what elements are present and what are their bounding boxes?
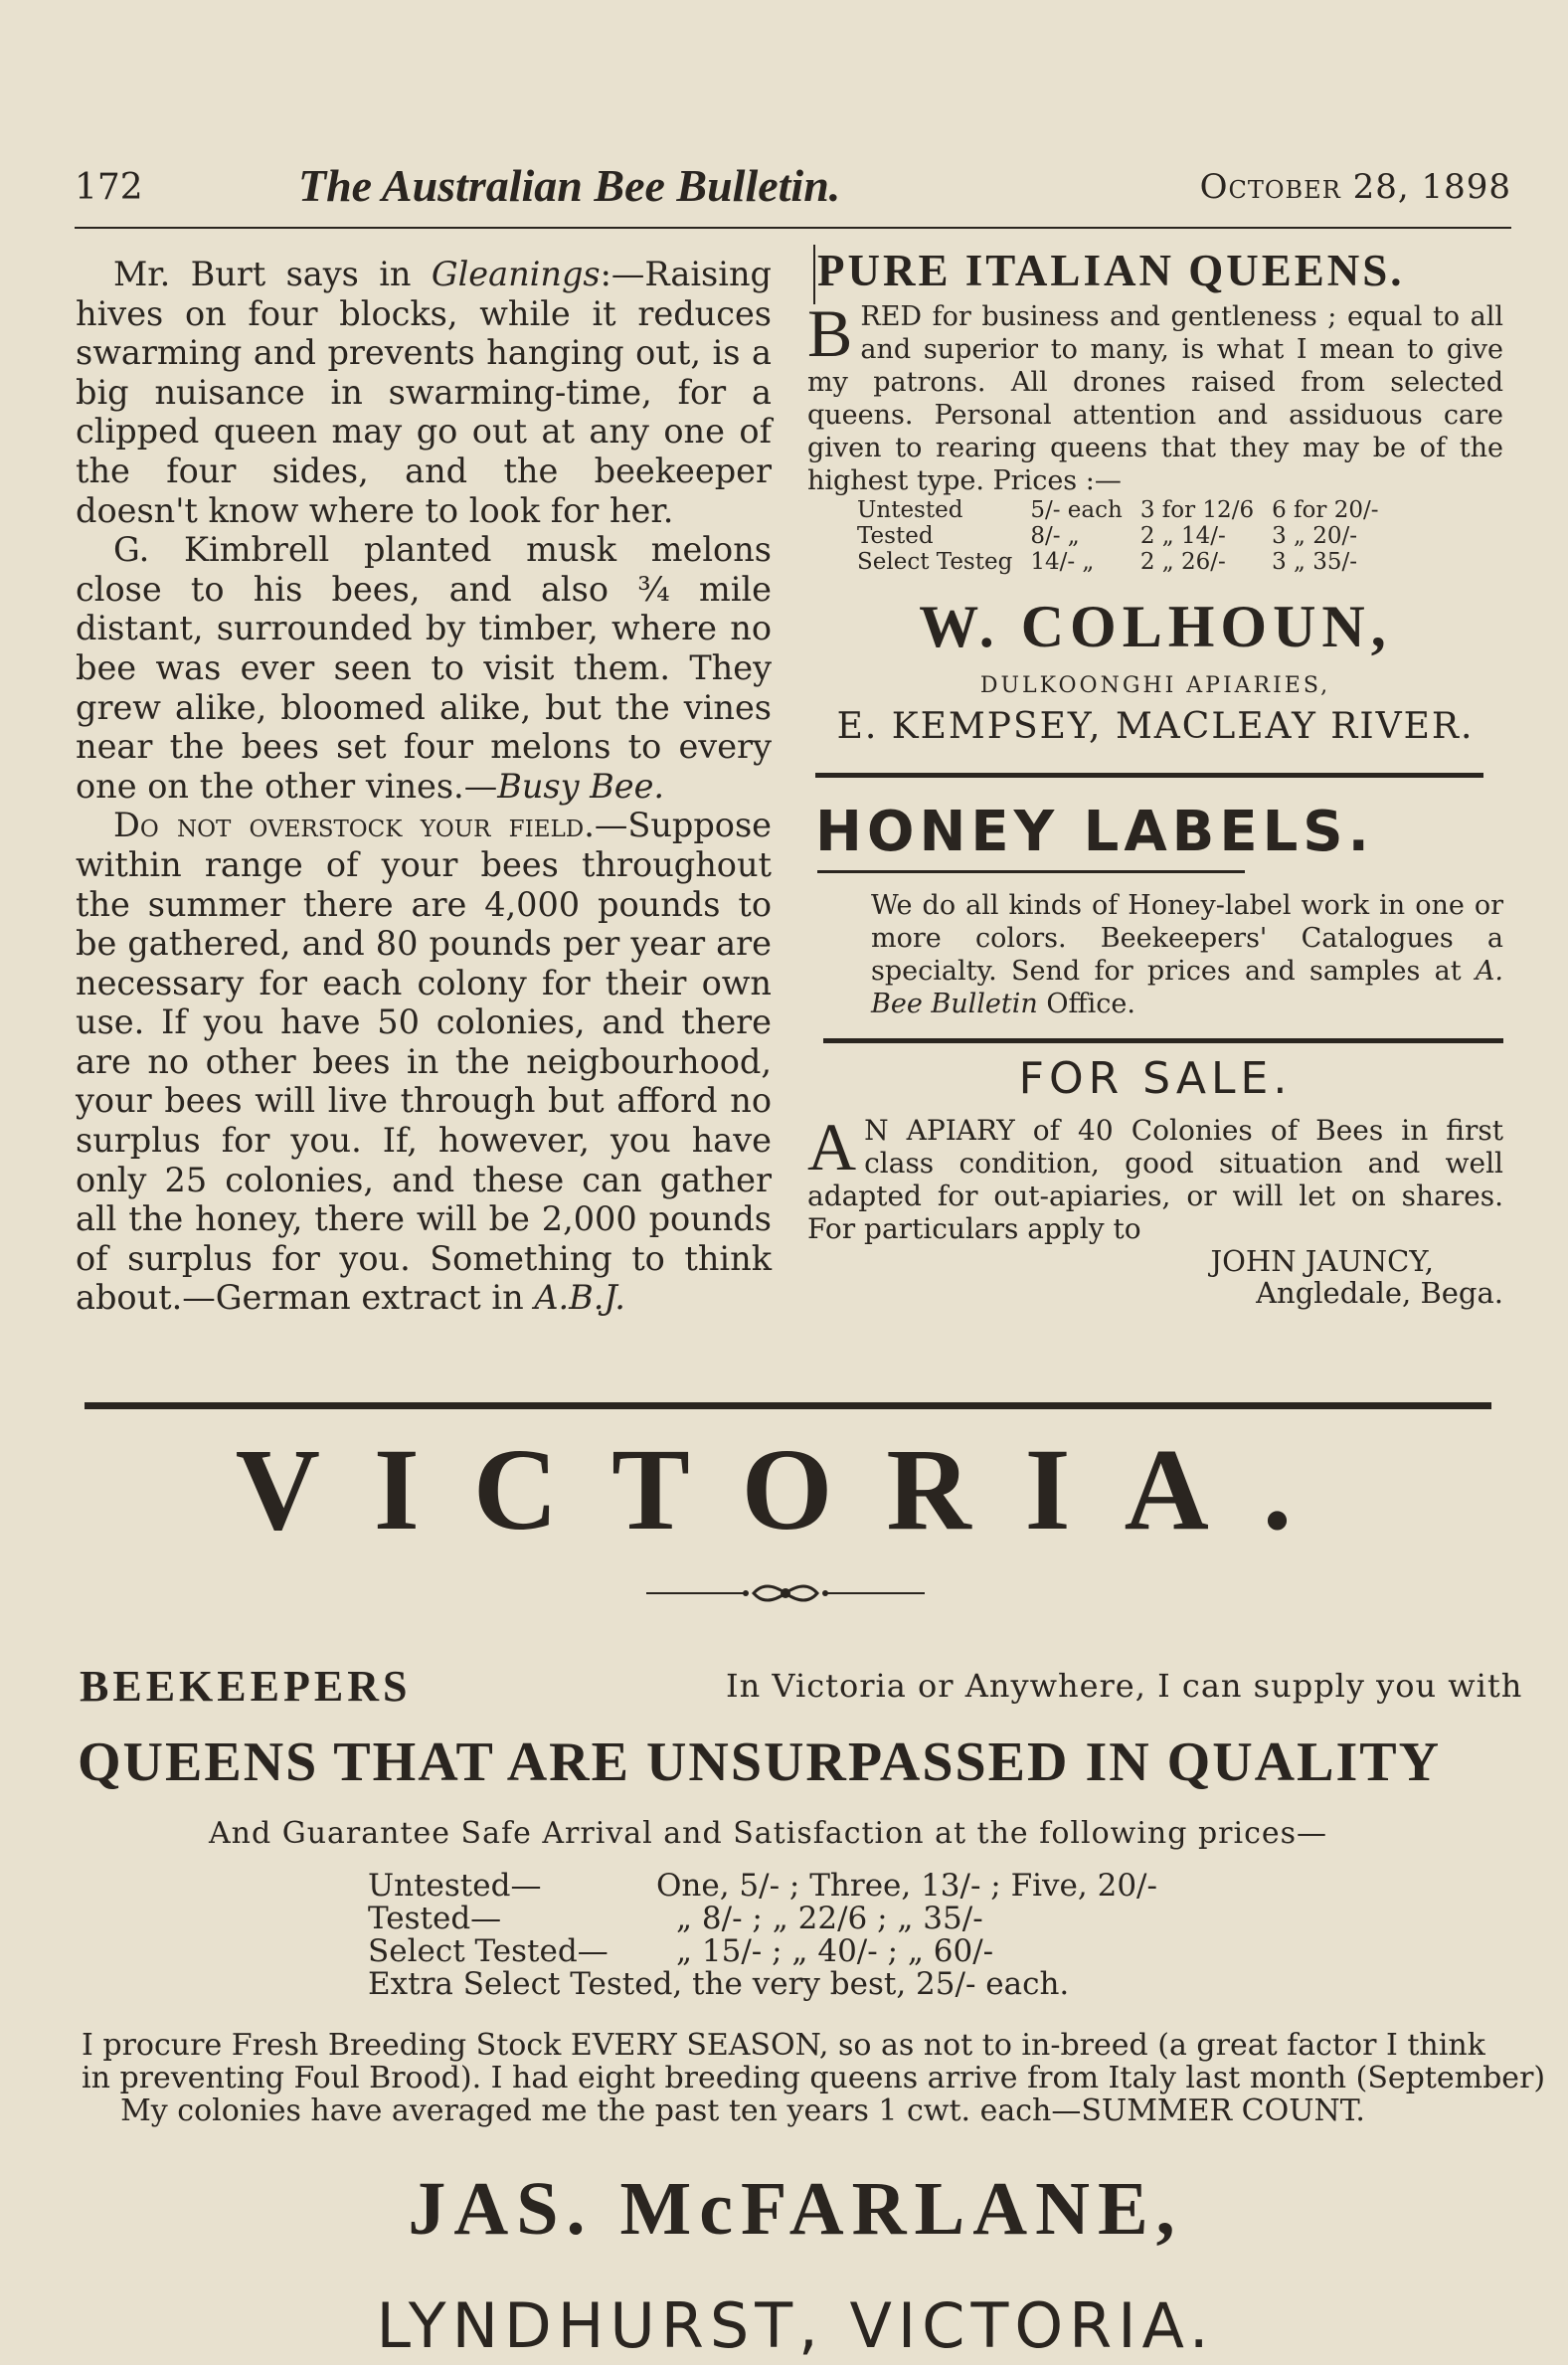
price-row: Select Testeg 14/- „ 2 „ 26/- 3 „ 35/- — [857, 549, 1358, 575]
page-header — [75, 159, 1511, 219]
honey-labels-text: We do all kinds of Honey-label work in one or more colors. Beekeepers' Catalogues a specialty. Send for prices and samples at A. Bee Bulletin Office. — [871, 890, 1503, 1019]
page-number: 172 — [75, 167, 143, 208]
beekeepers-heading: BEEKEEPERS — [80, 1662, 412, 1711]
heading-underline — [817, 870, 1245, 873]
victoria-title: VICTORIA. — [235, 1424, 1346, 1554]
ad-separator — [823, 1038, 1503, 1043]
for-sale-signature: JOHN JAUNCY, Angledale, Bega. — [1210, 1244, 1503, 1310]
paragraph-overstock: Do not overstock your field.—Suppose within range of your bees throughout the summer there are 4,000 pounds to be gathered, and 80 pounds per year are necessary for each colony for their own use. If you have 50 colonies, and there are no other bees in the neigbourhood, your bees will live through but afford no surplus for you. If, however, you have only 25 colonies, and these can gather all the honey, there will be 2,000 pounds of surplus for you. Something to think about.—German extract in A.B.J. — [76, 806, 772, 1318]
ad-for-sale — [807, 1053, 1503, 1309]
dropcap-a: A — [807, 1109, 857, 1184]
ad-honey-labels — [807, 800, 1503, 1020]
honey-labels-heading: HONEY LABELS. — [815, 800, 1374, 864]
price-row: Select Tested— „ 15/- ; „ 40/- ; „ 60/- — [368, 1933, 994, 1969]
price-row: Extra Select Tested, the very best, 25/- each. — [368, 1966, 1070, 2002]
price-row: Tested— „ 8/- ; „ 22/6 ; „ 35/- — [368, 1901, 983, 1936]
guarantee-line: And Guarantee Safe Arrival and Satisfaction at the following prices— — [209, 1816, 1328, 1851]
section-rule — [85, 1402, 1491, 1409]
issue-date: October 28, 1898 — [1199, 167, 1511, 207]
ad-queens-text: RED for business and gentleness ; equal to all and superior to many, is what I mean to give my patrons. All drones raised from selected queens. Personal attention and assiduous care given to rearing queens that they may be of the highest type. Prices :— — [807, 301, 1503, 496]
dropcap-b: B — [807, 295, 853, 371]
ornament-divider — [646, 1573, 925, 1613]
queens-headline: QUEENS THAT ARE UNSURPASSED IN QUALITY — [78, 1731, 1442, 1793]
paragraph-burt: Mr. Burt says in Gleanings:—Raising hives on four blocks, while it reduces swarming and prevents hanging out, is a big nuisance in swarming-time, for a clipped queen may go out at any one of the four sides, and the beekeeper doesn't know where to look for her. — [76, 255, 772, 530]
queens-price-table — [857, 497, 1396, 575]
paragraph-kimbrell: G. Kimbrell planted musk melons close to his bees, and also ¾ mile distant, surrounded by timber, where no bee was ever seen to visit them. They grew alike, bloomed alike, but the vines near the bees set four melons to every one on the other vines.—Busy Bee. — [76, 530, 772, 806]
for-sale-text: N APIARY of 40 Colonies of Bees in first class condition, good situation and well adapted for out-apiaries, or will let on shares. For particulars apply to — [807, 1114, 1503, 1245]
seller-location: LYNDHURST, VICTORIA. — [376, 2289, 1215, 2362]
price-row: Untested 5/- each 3 for 12/6 6 for 20/- — [857, 497, 1379, 523]
ad-separator — [815, 773, 1483, 778]
ad-queens-location: E. KEMPSEY, MACLEAY RIVER. — [836, 706, 1475, 747]
beekeepers-tail: In Victoria or Anywhere, I can supply you with — [726, 1667, 1523, 1705]
procure-paragraph: I procure Fresh Breeding Stock EVERY SEASON, so as not to in-breed (a great factor I think in preventing Foul Brood). I had eight breeding queens arrive from Italy last month (September) My colonies have averaged me the past ten years 1 cwt. each—SUMMER COUNT. — [82, 2028, 1546, 2128]
right-column-ads — [807, 245, 1503, 1309]
ad-queens-seller: W. COLHOUN, — [919, 594, 1392, 659]
price-row: Tested 8/- „ 2 „ 14/- 3 „ 20/- — [857, 523, 1358, 549]
price-row: Untested— One, 5/- ; Three, 13/- ; Five, 20/- — [368, 1868, 1157, 1904]
seller-name: JAS. McFARLANE, — [408, 2167, 1183, 2251]
beekeepers-row — [80, 1661, 1523, 1717]
victoria-price-table — [368, 1870, 1157, 2001]
for-sale-heading: FOR SALE. — [1018, 1053, 1293, 1104]
ad-queens-apiary: DULKOONGHI APIARIES, — [979, 673, 1331, 698]
ad-queens-heading: PURE ITALIAN QUEENS. — [817, 246, 1405, 295]
header-rule — [75, 227, 1511, 229]
publication-title: The Australian Bee Bulletin. — [298, 160, 841, 211]
ad-italian-queens — [807, 245, 1503, 747]
left-column-article — [76, 255, 772, 1318]
